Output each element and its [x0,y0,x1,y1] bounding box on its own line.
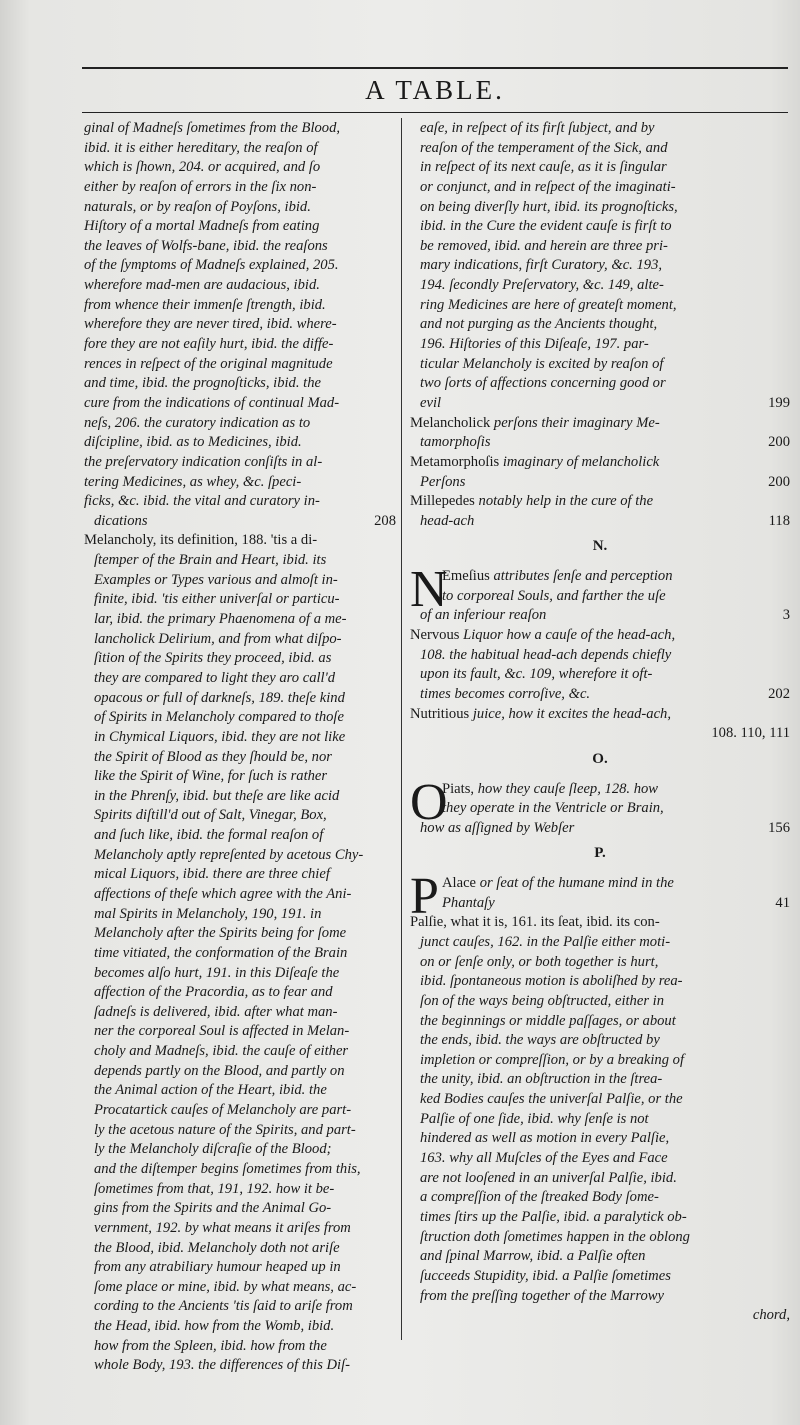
entry-first-line [410,453,790,473]
text-line: ſome place or mine, ibid. by what means, ac- [94,1278,357,1295]
entry-text: Phantaſy [442,894,495,911]
dropcap-p: P [410,868,439,926]
text-line: ginal of Madneſs ſometimes from the Blood, [84,120,341,136]
title-rule [82,112,788,113]
entry-last-line [410,685,790,705]
entry-page-number: 202 [768,685,790,702]
right-column [410,119,790,1326]
text-line: hindered as well as motion in every Palſie, [420,1130,670,1147]
text-line: naturals, or by reaſon of Poyſons, ibid. [84,198,311,215]
m-entries [410,414,790,532]
text-line: like the Spirit of Wine, for ſuch is rather [94,768,328,785]
melancholy-entry [84,531,396,1376]
column-divider [401,118,402,1340]
entry-page-number: 3 [782,607,790,624]
text-line: on or ſenſe only, or both together is hurt, [420,953,659,970]
text-line: and time, ibid. the prognoſticks, ibid. the [84,375,321,392]
entry-text: perſons their imaginary Me- [493,414,660,431]
entry-first-line [410,874,790,894]
text-line: junct cauſes, 162. in the Palſie either moti- [420,933,671,950]
text-line: Examples or Types various and almoſt in- [94,571,338,588]
text-line: gins from the Spirits and the Animal Go- [94,1200,332,1217]
text-line: from any atrabiliary humour heaped up in [94,1259,341,1276]
text-line: tering Medicines, as whey, &c. ſpeci- [84,473,302,490]
text-line: mal Spirits in Melancholy, 190, 191. in [94,905,322,922]
text-line: the Blood, ibid. Melancholy doth not ariſe [94,1239,340,1256]
text-line: ficks, &c. ibid. the vital and curatory in- [84,493,320,510]
text-line: the Head, ibid. how from the Womb, ibid. [94,1318,335,1335]
text-line: cording to the Ancients 'tis ſaid to ariſe from [94,1298,353,1315]
text-line: Melancholy aptly repreſented by acetous Chy- [94,846,364,863]
right-entry-last-line [410,394,790,414]
text-line: of Spirits in Melancholy compared to thoſe [94,709,344,726]
text-line: ring Medicines are here of greateſt moment, [420,296,677,313]
text-line: ſadneſs is delivered, ibid. after what man- [94,1003,338,1020]
text-line: either by reaſon of errors in the ſix non- [84,178,317,195]
text-line: ly the acetous nature of the Spirits, and part- [94,1121,356,1138]
text-line: the Spirit of Blood as they ſhould be, nor [94,748,332,765]
entry-last-line [410,894,790,914]
entry-head: Emeſius [442,568,490,585]
text-line: Palſie of one ſide, ibid. why ſenſe is not [420,1110,649,1127]
text-line: of the ſymptoms of Madneſs explained, 205. [84,257,339,274]
text-line: ſtemper of the Brain and Heart, ibid. its [94,552,327,569]
text-line: the beginnings or middle paſſages, or about [420,1012,676,1029]
entry-text: head-ach [420,512,475,529]
entry-text: Perſons [420,473,466,490]
text-line: ibid. ſpontaneous motion is aboliſhed by rea- [420,973,683,990]
text-line: on being diverſly hurt, ibid. its prognoſticks, [420,198,678,215]
entry-pages-line [410,724,790,744]
entry-text: tamorphoſis [420,434,491,451]
section-letter-n: N. [592,538,608,555]
text-line: and not purging as the Ancients thought, [420,316,658,333]
text-line: a compreſſion of the ſtreaked Body ſome- [420,1189,659,1206]
nemesius-entry [410,561,790,626]
text-line: ibid. in the Cure the evident cauſe is firſt to [420,218,672,235]
left-column [84,119,396,1376]
text-line: lar, ibid. the primary Phaenomena of a me- [94,611,347,628]
text-line: mary indications, firſt Curatory, &c. 193, [420,257,663,274]
text-line: opacous or full of darkneſs, 189. theſe kind [94,689,345,706]
entry-text: times becomes corroſive, &c. [420,685,591,702]
palsie-entry [410,913,790,1325]
text-line: how from the Spleen, ibid. how from the [94,1337,327,1354]
text-line: Hiſtory of a mortal Madneſs from eating [84,218,320,235]
text-line: choly and Madneſs, ibid. the cauſe of either [94,1043,349,1060]
section-letter-p: P. [594,845,606,862]
entry-head: Alace [442,875,477,892]
entry-first-line [410,414,790,434]
entry-head: Melancholick [410,414,491,431]
opiats-entry [410,773,790,839]
text-line: the ends, ibid. the ways are obſtructed by [420,1032,660,1049]
text-line: eaſe, in reſpect of its firſt ſubject, and by [420,120,655,136]
entry-text: attributes ſenſe and perception [493,568,673,585]
entry-text: how they cauſe ſleep, 128. how [477,780,659,797]
text-line: ſition of the Spirits they proceed, ibid. as [94,650,332,667]
text-line: mical Liquors, ibid. there are three chief [94,866,330,883]
text-line: upon its fault, &c. 109, wherefore it oft- [420,666,653,683]
text-line: reaſon of the temperament of the Sick, and [420,139,668,156]
text-line: ticular Melancholy is excited by reaſon of [420,355,664,372]
text-line: they operate in the Ventricle or Brain, [442,800,664,817]
entry-first-line [410,780,790,800]
madness-entry-continuation [84,119,396,512]
entry-page-number: 41 [775,894,790,911]
n-section [410,561,790,626]
entry-text: notably help in the cure of the [478,493,654,510]
entry-text: imaginary of melancholick [502,453,660,470]
text-line: affection of the Pracordia, as to fear and [94,984,333,1001]
entry-first-line [410,626,790,646]
text-line: 196. Hiſtories of this Diſeaſe, 197. par- [420,336,649,353]
entry-last-line [410,473,790,493]
entry-head: Nervous [410,627,460,644]
entry-tail-text: dications [94,512,148,529]
text-line: they are compared to light they aro call'd [94,669,336,686]
text-line: the leaves of Wolfs-bane, ibid. the reaſons [84,237,328,254]
text-line: depends partly on the Blood, and partly on [94,1062,345,1079]
text-line: ſtruction doth ſometimes happen in the oblong [420,1228,690,1245]
entry-text: or ſeat of the humane mind in the [479,875,674,892]
text-line: to corporeal Souls, and farther the uſe [442,587,666,604]
o-section [410,773,790,839]
top-rule [82,67,788,69]
entry-head: Piats, [442,780,475,797]
entry-page-number: 200 [768,434,790,451]
entry-last-line [410,433,790,453]
text-line: which is ſhown, 204. or acquired, and ſo [84,159,321,176]
entry-first-line [410,492,790,512]
text-line: time vitiated, the conformation of the Brain [94,944,348,961]
entry-last-line [410,606,790,626]
section-letter-o: O. [592,750,608,767]
text-line: and the diſtemper begins ſometimes from this, [94,1160,361,1177]
text-line: ibid. it is either hereditary, the reaſon of [84,139,318,156]
text-line: from whence their immenſe ſtrength, ibid. [84,296,326,313]
text-line: from the preſſing together of the Marrowy [420,1287,665,1304]
text-line: ſon of the ways being obſtructed, either in [420,992,665,1009]
nervous-entry [410,626,790,705]
text-line: diſcipline, ibid. as to Medicines, ibid. [84,434,302,451]
entry-page-number: 199 [768,394,790,411]
entry-first-line [410,567,790,587]
text-line: wherefore they are never tired, ibid. where- [84,316,337,333]
text-line: the unity, ibid. an obſtruction in the ſtrea- [420,1071,663,1088]
text-line: ſucceeds Stupidity, ibid. a Palſie ſometimes [420,1267,671,1284]
text-line: Melancholy, its definition, 188. 'tis a di- [84,532,318,549]
text-line: vernment, 192. by what means it ariſes from [94,1219,351,1236]
entry-head: Metamorphoſis [410,453,500,470]
text-line: impletion or compreſſion, or by a breaking of [420,1051,685,1068]
nutritious-entry [410,705,790,744]
text-line: Melancholy after the Spirits being for ſome [94,925,347,942]
text-line: and ſpinal Marrow, ibid. a Palſie often [420,1248,646,1265]
text-line: the Animal action of the Heart, ibid. the [94,1082,327,1099]
text-line: Procatartick cauſes of Melancholy are part- [94,1102,352,1119]
text-line: the preſervatory indication conſiſts in al- [84,453,323,470]
entry-text: of an inferiour reaſon [420,607,547,624]
text-line: or conjunct, and in reſpect of the imaginati- [420,178,676,195]
text-line: fore they are not eaſily hurt, ibid. the diffe- [84,336,334,353]
entry-head: Nutritious [410,705,470,722]
entry-page-number: 208 [374,512,396,529]
text-line: lancholick Delirium, and from what diſpo- [94,630,342,647]
text-line: ked Bodies cauſes the univerſal Palſie, or the [420,1091,683,1108]
text-line: in reſpect of its next cauſe, as it is ſingular [420,159,667,176]
text-line: ſometimes from that, 191, 192. how it be- [94,1180,335,1197]
entry-text: how as aſſigned by Webſer [420,819,575,836]
entry-page-numbers: 108. 110, 111 [711,725,790,742]
entry-page-number: 200 [768,473,790,490]
text-line: finite, ibid. 'tis either univerſal or particu- [94,591,340,608]
text-line: in the Phrenſy, ibid. but theſe are like acid [94,787,340,804]
text-line: wherefore mad-men are audacious, ibid. [84,277,320,294]
entry-last-line [410,819,790,839]
entry-page-number: 118 [768,512,790,529]
text-line: two ſorts of affections concerning good or [420,375,666,392]
left-entry-last-line [84,512,396,532]
text-line: cure from the indications of continual Mad- [84,394,340,411]
entry-text: Liquor how a cauſe of the head-ach, [463,627,676,644]
text-line: 163. why all Muſcles of the Eyes and Face [420,1150,668,1167]
text-line: ly the Melancholy diſcraſie of the Blood; [94,1141,332,1158]
text-line: 108. the habitual head-ach depends chiefly [420,646,672,663]
text-line: whole Body, 193. the differences of this Diſ- [94,1357,351,1374]
melancholy-entry-continuation [410,119,790,394]
text-line: neſs, 206. the curatory indication as to [84,414,311,431]
palace-entry [410,874,790,913]
text-line: be removed, ibid. and herein are three pri- [420,237,668,254]
entry-head: Millepedes [410,493,475,510]
page-title: A TABLE. [365,75,505,105]
text-line: and ſuch like, ibid. the formal reaſon of [94,827,324,844]
text-line: in Chymical Liquors, ibid. they are not like [94,728,346,745]
dropcap-n: N [410,561,448,619]
text-line: Spirits diſtill'd out of Salt, Vinegar, Box, [94,807,327,824]
text-line: times ſtirs up the Palſie, ibid. a paralytick ob- [420,1208,687,1225]
entry-last-line: chord, [752,1307,790,1324]
text-line: affections of theſe which agree with the Ani- [94,885,352,902]
entry-tail-text: evil [420,394,442,411]
text-line: are not looſened in an univerſal Palſie, ibid. [420,1169,677,1186]
entry-page-number: 156 [768,819,790,836]
text-line: ner the corporeal Soul is affected in Melan- [94,1023,350,1040]
dropcap-o: O [410,773,448,831]
entry-last-line [410,512,790,532]
entry-text: juice, how it excites the head-ach, [472,705,672,722]
text-line: rences in reſpect of the original magnitude [84,355,333,372]
entry-first-line [410,705,790,725]
text-line: becomes alſo hurt, 191. in this Diſeaſe the [94,964,340,981]
text-line: 194. ſecondly Preſervatory, &c. 149, alte- [420,277,664,294]
text-line: Palſie, what it is, 161. its ſeat, ibid. its con- [410,914,660,931]
